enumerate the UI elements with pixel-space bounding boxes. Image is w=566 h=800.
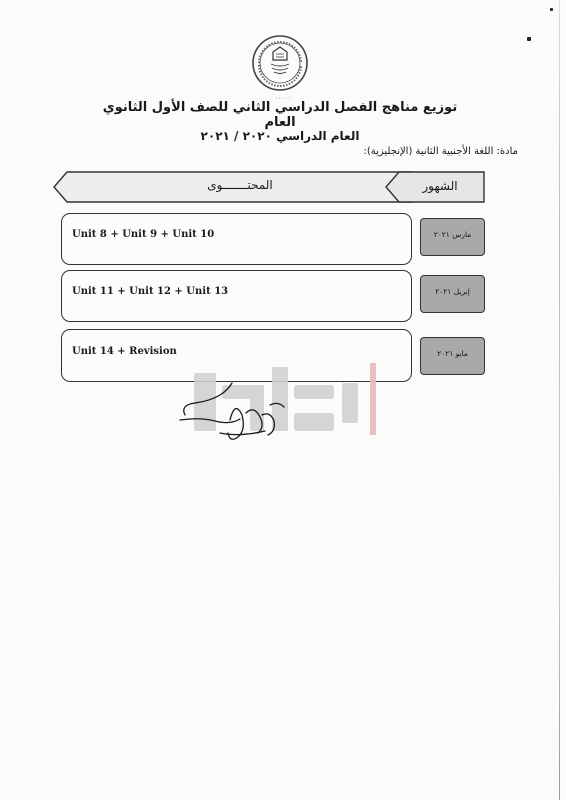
content-cell-text: Unit 14 + Revision — [72, 346, 177, 357]
signature-icon — [170, 375, 290, 450]
month-cell — [420, 218, 485, 256]
content-cell — [61, 270, 412, 322]
subject-line: مادة: اللغة الأجنبية الثانية (الإنجليزية): — [363, 146, 518, 157]
months-header-label: الشهور — [422, 179, 458, 193]
content-cell-text: Unit 8 + Unit 9 + Unit 10 — [72, 229, 215, 240]
ministry-seal-icon — [251, 34, 309, 92]
month-cell-text: مارس ٢٠٢١ — [433, 230, 472, 239]
seal-caption: • • • • • — [275, 96, 291, 100]
content-header-label: المحتـــــــوى — [207, 178, 273, 192]
academic-year: العام الدراسي ٢٠٢٠ / ٢٠٢١ — [200, 129, 360, 143]
scan-speck — [550, 8, 553, 11]
document-title: توزيع مناهج الفصل الدراسي الثاني للصف الأول الثانوي العام — [102, 100, 458, 130]
scan-speck — [527, 37, 531, 41]
month-cell — [420, 275, 485, 313]
month-cell-text: إبريل ٢٠٢١ — [435, 287, 470, 296]
month-cell-text: مايو ٢٠٢١ — [437, 349, 468, 358]
content-cell — [61, 213, 412, 265]
month-cell — [420, 337, 485, 375]
content-cell-text: Unit 11 + Unit 12 + Unit 13 — [72, 286, 229, 297]
scan-edge-line — [559, 0, 560, 800]
